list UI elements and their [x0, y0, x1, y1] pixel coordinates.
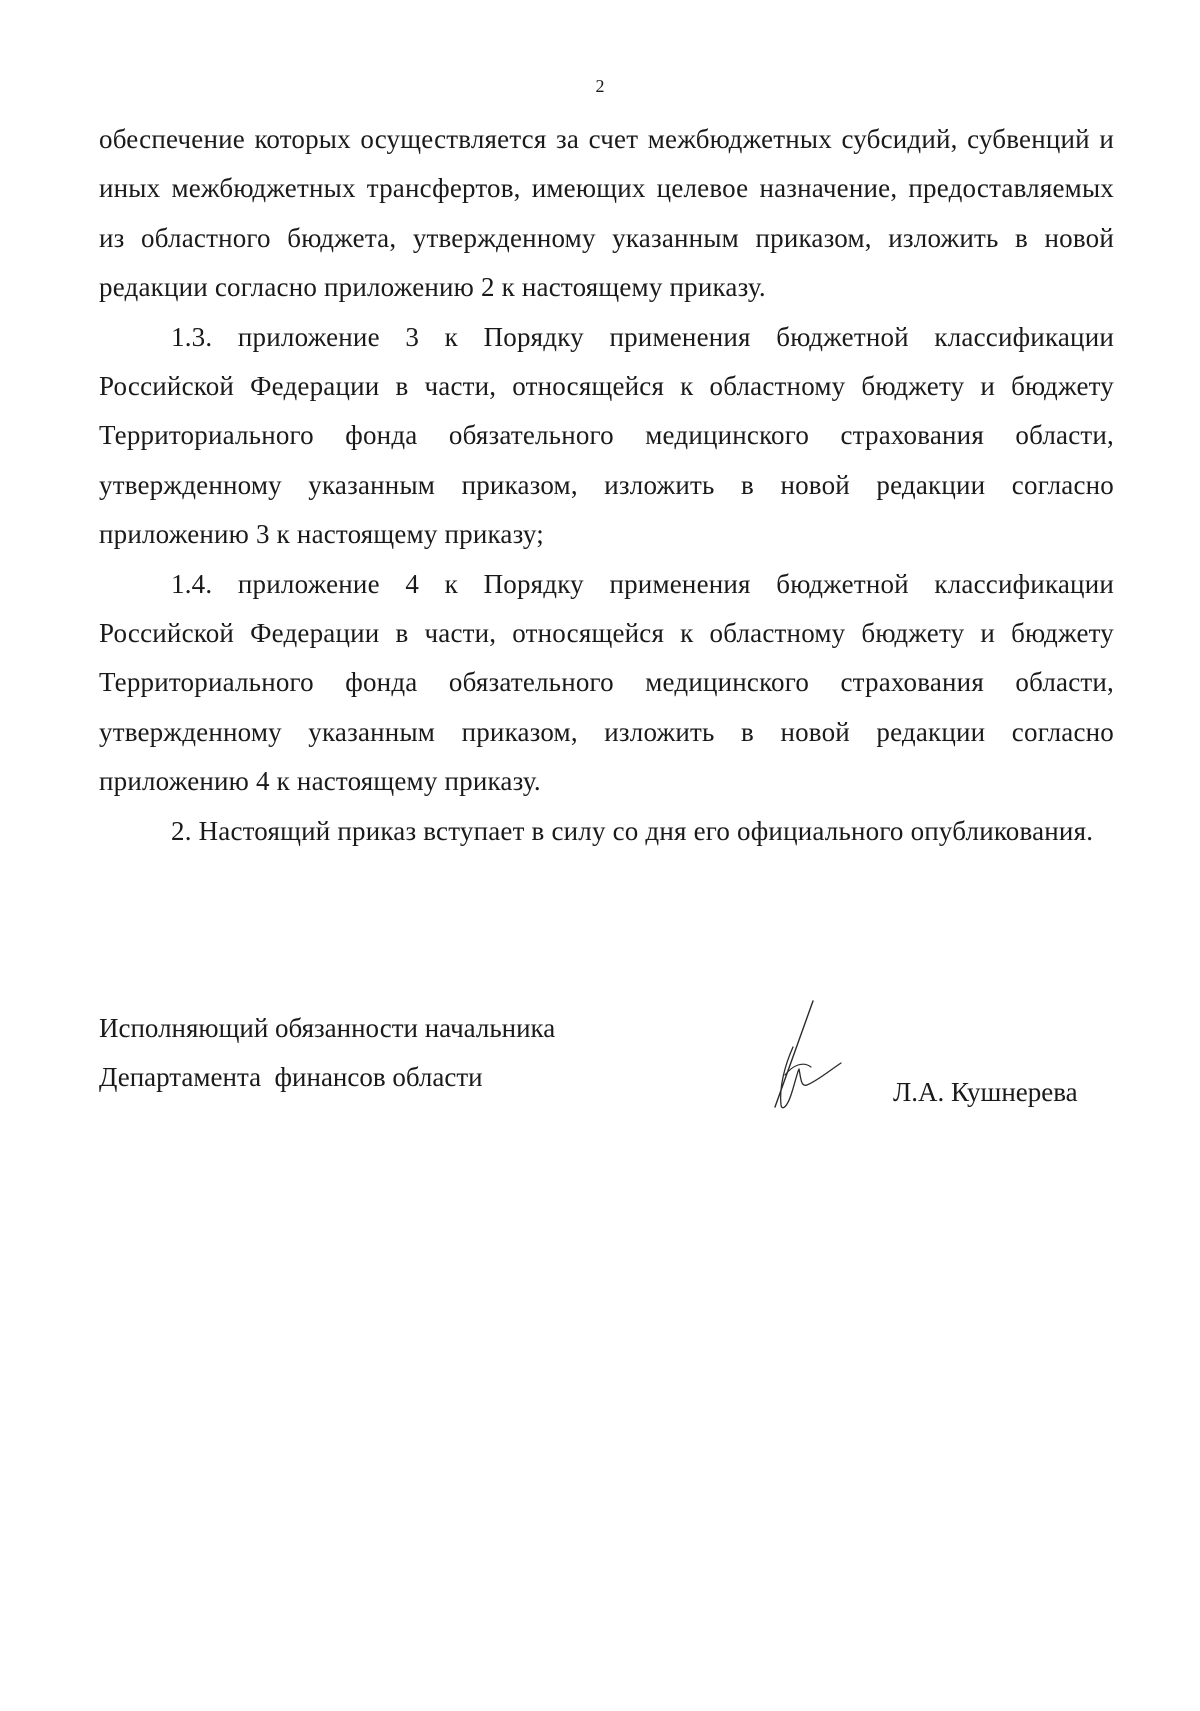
paragraph-item-1-3: 1.3. приложение 3 к Порядку применения бюджетной классификации Российской Федерации в части, относящейся к областному бюджету и бюджету Территориального фонда обязательного медицинского страхования области, утвержденному указанным приказом, изложить в новой редакции согласно приложению 3 к настоящему приказу;	[99, 321, 1114, 550]
signatory-position	[99, 1004, 555, 1102]
document-body	[99, 115, 1114, 856]
paragraph-item-2: 2. Настоящий приказ вступает в силу со дня его официального опубликования.	[171, 815, 1094, 846]
page-number: 2	[595, 76, 605, 96]
handwritten-signature-icon	[735, 995, 855, 1115]
position-line-2: Департамента финансов области	[99, 1062, 483, 1092]
paragraph-continuation: обеспечение которых осуществляется за счет межбюджетных субсидий, субвенций и иных межбюджетных трансфертов, имеющих целевое назначение, предоставляемых из областного бюджета, утвержденному указанным приказом, изложить в новой редакции согласно приложению 2 к настоящему приказу.	[99, 124, 1114, 303]
signer-name: Л.А. Кушнерева	[893, 1077, 1078, 1107]
paragraph-item-1-4: 1.4. приложение 4 к Порядку применения бюджетной классификации Российской Федерации в части, относящейся к областному бюджету и бюджету Территориального фонда обязательного медицинского страхования области, утвержденному указанным приказом, изложить в новой редакции согласно приложению 4 к настоящему приказу.	[99, 568, 1114, 797]
position-line-1: Исполняющий обязанности начальника	[99, 1013, 556, 1043]
